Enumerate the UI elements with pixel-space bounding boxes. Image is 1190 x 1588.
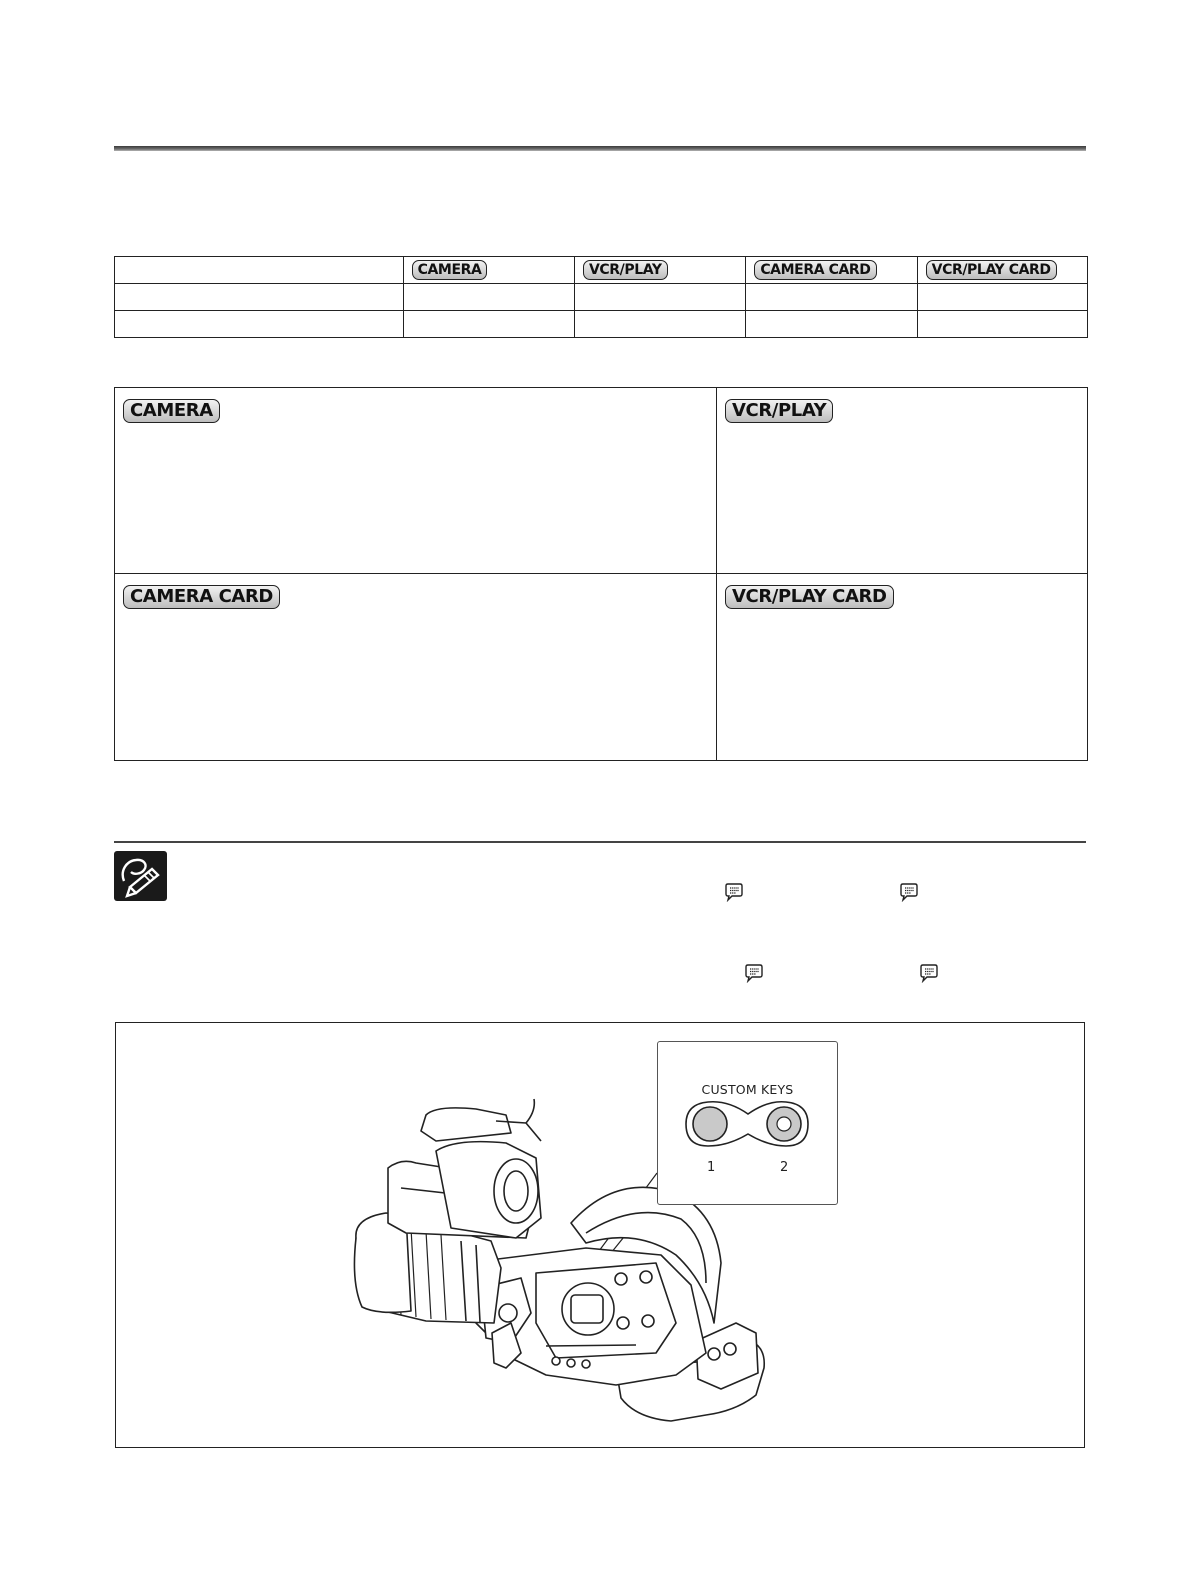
table-header-camera xyxy=(403,257,574,284)
table-cell xyxy=(574,311,745,338)
custom-keys-inset xyxy=(657,1041,838,1205)
vcr-play-mode-badge: VCR/PLAY xyxy=(725,399,833,423)
table-cell xyxy=(115,311,404,338)
table-cell xyxy=(574,284,745,311)
table-cell xyxy=(746,284,917,311)
camera-card-mode-cell xyxy=(115,574,717,760)
table-header-row xyxy=(115,257,1088,284)
camera-card-mode-badge: CAMERA CARD xyxy=(123,585,280,609)
camera-mode-cell xyxy=(115,388,717,574)
notes-rule xyxy=(114,841,1086,843)
table-cell xyxy=(115,284,404,311)
vcr-play-card-mode-cell xyxy=(717,574,1087,760)
table-row xyxy=(115,311,1088,338)
camera-mode-badge: CAMERA xyxy=(412,260,488,280)
custom-keys-label: CUSTOM KEYS xyxy=(701,1082,794,1097)
reference-bubble-icon xyxy=(723,882,745,902)
camera-mode-badge: CAMERA xyxy=(123,399,220,423)
header-rule xyxy=(114,146,1086,151)
custom-key-2-button-icon xyxy=(658,1042,839,1206)
mode-availability-table xyxy=(114,256,1088,338)
reference-bubble-icon xyxy=(918,963,940,983)
vcr-play-mode-badge: VCR/PLAY xyxy=(583,260,668,280)
table-cell xyxy=(917,311,1087,338)
vcr-play-card-mode-badge: VCR/PLAY CARD xyxy=(926,260,1057,280)
table-cell xyxy=(403,311,574,338)
camcorder-icon xyxy=(116,1023,1086,1449)
table-header-blank xyxy=(115,257,404,284)
reference-bubble-icon xyxy=(898,882,920,902)
table-cell xyxy=(746,311,917,338)
notes-pencil-icon xyxy=(114,851,167,901)
table-header-camera-card xyxy=(746,257,917,284)
vcr-play-card-mode-badge: VCR/PLAY CARD xyxy=(725,585,894,609)
custom-key-2-label: 2 xyxy=(780,1160,789,1175)
custom-key-1-label: 1 xyxy=(707,1160,716,1175)
mode-settings-grid xyxy=(114,387,1088,761)
camcorder-illustration-frame xyxy=(115,1022,1085,1448)
table-cell xyxy=(403,284,574,311)
vcr-play-mode-cell xyxy=(717,388,1087,574)
reference-bubble-icon xyxy=(743,963,765,983)
table-row xyxy=(115,284,1088,311)
table-header-vcr-play xyxy=(574,257,745,284)
table-cell xyxy=(917,284,1087,311)
table-header-vcr-play-card xyxy=(917,257,1087,284)
camera-card-mode-badge: CAMERA CARD xyxy=(754,260,876,280)
